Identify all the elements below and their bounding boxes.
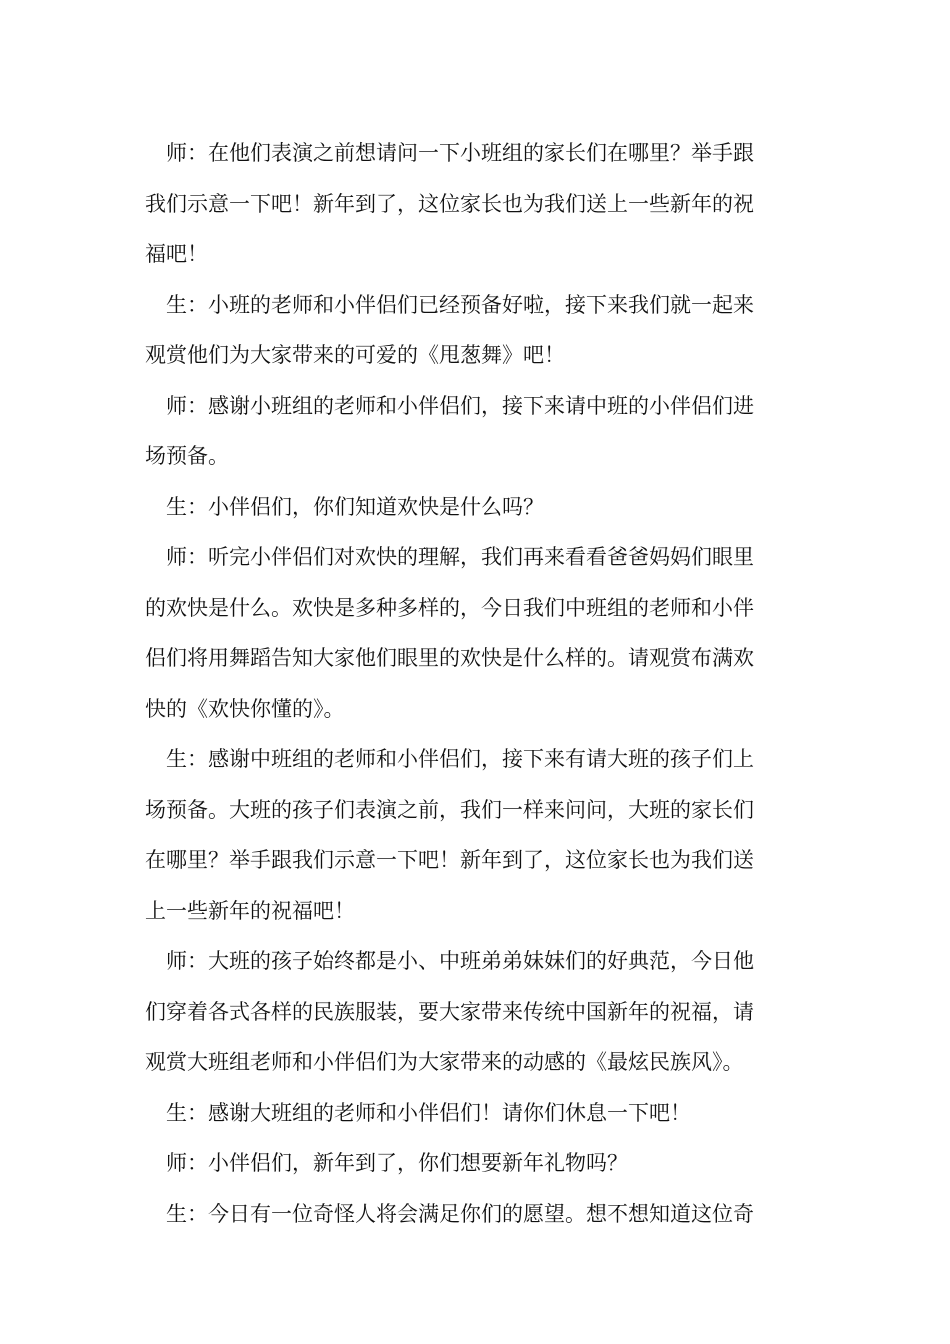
text-line: 生：感谢大班组的老师和小伴侣们！请你们休息一下吧！ xyxy=(166,1100,691,1125)
dialogue-paragraph xyxy=(145,1138,809,1189)
text-line: 师：小伴侣们，新年到了，你们想要新年礼物吗？ xyxy=(166,1151,628,1175)
text-line: 生：小伴侣们，你们知道欢快是什么吗？ xyxy=(166,494,544,519)
text-line: 场预备。大班的孩子们表演之前，我们一样来问问，大班的家长们 xyxy=(145,797,754,822)
text-line: 福吧！ xyxy=(145,242,208,266)
text-line: 生：感谢中班组的老师和小伴侣们，接下来有请大班的孩子们上 xyxy=(166,747,754,771)
dialogue-paragraph xyxy=(145,280,809,381)
text-line: 生：小班的老师和小伴侣们已经预备好啦，接下来我们就一起来 xyxy=(166,292,754,317)
text-line: 生：今日有一位奇怪人将会满足你们的愿望。想不想知道这位奇 xyxy=(166,1201,754,1226)
dialogue-paragraph xyxy=(145,128,809,280)
text-line: 侣们将用舞蹈告知大家他们眼里的欢快是什么样的。请观赏布满欢 xyxy=(145,646,754,670)
text-line: 的欢快是什么。欢快是多种多样的，今日我们中班组的老师和小伴 xyxy=(145,595,754,620)
dialogue-paragraph xyxy=(145,482,809,533)
dialogue-paragraph xyxy=(145,381,809,482)
text-line: 观赏大班组老师和小伴侣们为大家带来的动感的《最炫民族风》。 xyxy=(145,1050,744,1074)
text-line: 场预备。 xyxy=(145,444,229,468)
text-line: 我们示意一下吧！新年到了，这位家长也为我们送上一些新年的祝 xyxy=(145,191,754,216)
document-body xyxy=(145,128,809,1239)
dialogue-paragraph xyxy=(145,1189,809,1240)
text-line: 师：感谢小班组的老师和小伴侣们，接下来请中班的小伴侣们进 xyxy=(166,393,754,418)
text-line: 快的《欢快你懂的》。 xyxy=(145,696,345,721)
dialogue-paragraph xyxy=(145,532,809,734)
text-line: 在哪里？举手跟我们示意一下吧！新年到了，这位家长也为我们送 xyxy=(145,848,754,872)
text-line: 师：听完小伴侣们对欢快的理解，我们再来看看爸爸妈妈们眼里 xyxy=(166,545,754,569)
text-line: 们穿着各式各样的民族服装，要大家带来传统中国新年的祝福，请 xyxy=(145,999,754,1024)
text-line: 师：在他们表演之前想请问一下小班组的家长们在哪里？举手跟 xyxy=(166,141,754,165)
dialogue-paragraph xyxy=(145,936,809,1088)
text-line: 观赏他们为大家带来的可爱的《甩葱舞》吧！ xyxy=(145,343,565,367)
text-line: 上一些新年的祝福吧！ xyxy=(145,898,355,923)
dialogue-paragraph xyxy=(145,1088,809,1139)
dialogue-paragraph xyxy=(145,734,809,936)
text-line: 师：大班的孩子始终都是小、中班弟弟妹妹们的好典范，今日他 xyxy=(166,949,754,973)
